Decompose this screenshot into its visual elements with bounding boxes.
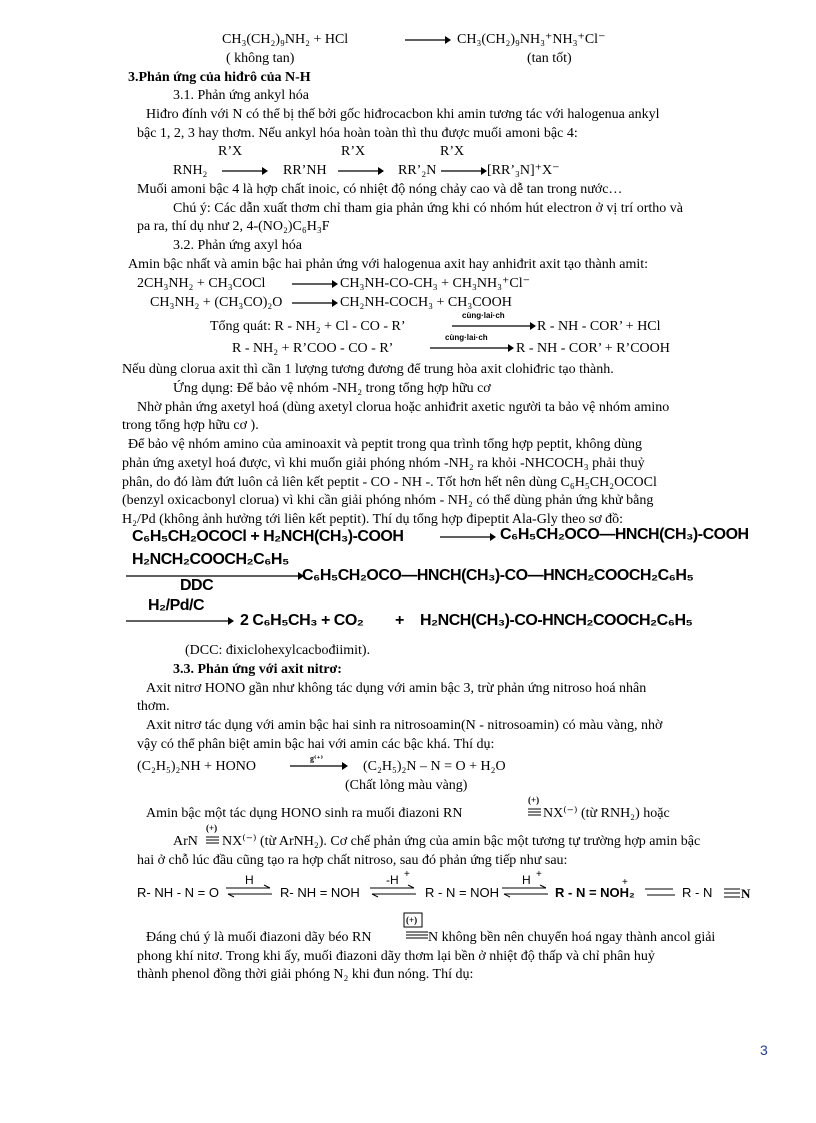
eq-alkylation: RR’₂N — [398, 163, 437, 178]
mech-step: R - N — [682, 885, 713, 900]
subheading-3-3: 3.3. Phản ứng với axit nitrơ: — [173, 662, 342, 677]
paragraph-line: Axit nitrơ HONO gần như không tác dụng với amin bậc 3, trừ phản ứng nitroso hoá nhân — [146, 681, 647, 696]
equilibrium-arrow — [502, 884, 550, 898]
equilibrium-arrow — [645, 886, 675, 898]
mech-plus: + — [404, 869, 410, 880]
subheading-3-2: 3.2. Phản ứng axyl hóa — [173, 238, 302, 253]
paragraph-line: phong khí nitơ. Trong khi ấy, muối điazoni dãy thơm lại bền ở nhiệt độ thấp và chỉ phân huỷ — [137, 949, 655, 964]
mech-label: H — [245, 873, 254, 887]
scheme-plus: + — [395, 612, 404, 629]
triple-bond-plus — [203, 822, 221, 848]
reaction-arrow — [441, 165, 487, 177]
reagent-label: R’X — [440, 144, 465, 159]
eq-acylation: 2CH₃NH₂ + CH₃COCl — [137, 276, 266, 291]
triple-bond-n — [724, 886, 756, 900]
paragraph-line: phân, do đó làm đứt luôn cả liên kết peptit - CO - NH -. Tốt hơn hết nên dùng C₆H₅CH₂OCOCl — [122, 475, 657, 490]
eq-general: R - NH - COR’ + R’COOH — [516, 341, 670, 356]
reaction-arrow — [126, 615, 234, 627]
mech-plus: + — [622, 877, 628, 888]
paragraph-line: Amin bậc nhất và amin bậc hai phản ứng với halogenua axit hay anhiđrit axit tạo thành amit: — [128, 257, 649, 272]
section-heading-3: 3.Phản ứng của hiđrô của N-H — [128, 70, 311, 85]
paragraph-line: Chú ý: Các dẫn xuất thơm chỉ tham gia phản ứng khi có nhóm hút electron ở vị trí ortho và — [173, 201, 683, 216]
reaction-arrow — [292, 278, 338, 290]
reaction-arrow — [292, 297, 338, 309]
arrow-label: g⁽⁺⁾ — [310, 754, 323, 763]
paragraph-line: Hiđro đính với N có thể bị thế bởi gốc hiđrocacbon khi amin tương tác với halogenua ankyl — [146, 107, 660, 122]
mech-plus: + — [536, 869, 542, 880]
mech-label: H — [522, 873, 531, 887]
mech-step: R- NH - N = O — [137, 885, 219, 900]
paragraph-line: Đáng chú ý là muối điazoni dãy béo RN — [146, 930, 372, 945]
arrow-label: cùng·lai·ch — [445, 333, 488, 342]
subheading-3-1: 3.1. Phản ứng ankyl hóa — [173, 88, 309, 103]
paragraph-line: bậc 1, 2, 3 hay thơm. Nếu ankyl hóa hoàn toàn thì thu được muối amoni bậc 4: — [137, 126, 578, 141]
scheme-products: 2 C₆H₅CH₃ + CO₂ — [240, 612, 364, 629]
reaction-arrow — [290, 760, 348, 772]
mech-label: -H — [386, 873, 399, 887]
equilibrium-arrow — [226, 884, 274, 898]
arrow-label: cùng·lai·ch — [462, 311, 505, 320]
reaction-arrow — [430, 342, 514, 354]
eq-acylation: CH₂NH-COCH₃ + CH₃COOH — [340, 295, 512, 310]
mech-step: R - N = NOH — [425, 885, 500, 900]
paragraph-line: ArN — [173, 834, 198, 849]
paragraph-line: Nếu dùng clorua axit thì cần 1 lượng tương đương để trung hòa axit clohiđric tạo thành. — [122, 362, 614, 377]
eq-nitroso: (C₂H₅)₂NH + HONO — [137, 759, 256, 774]
paragraph-line: phản ứng axetyl hoá được, vì khi muốn giải phóng nhóm -NH₂ ra khỏi -NHCOCH₃ phải thuỷ — [122, 456, 645, 471]
mech-step: R- NH = NOH — [280, 885, 360, 900]
mech-step: R - N = NOH₂ — [555, 885, 635, 900]
svg-text:(+): (+) — [206, 823, 218, 833]
note-insoluble: ( không tan) — [226, 51, 295, 66]
svg-text:N: N — [741, 886, 751, 900]
svg-text:(+): (+) — [528, 795, 540, 805]
paragraph-line: N không bền nên chuyển hoá ngay thành ancol giải — [428, 930, 716, 945]
reaction-arrow — [338, 165, 384, 177]
paragraph-line: hai ở chỗ lúc đầu cũng tạo ra hợp chất nitroso, sau đó phản ứng tiếp như sau: — [137, 853, 568, 868]
paragraph-line: trong tổng hợp hữu cơ ). — [122, 418, 259, 433]
paragraph-line: NX⁽⁻⁾ (từ ArNH₂). Cơ chế phản ứng của amin bậc một tương tự trường hợp amin bậc — [222, 834, 701, 849]
scheme-intermediate: C₆H₅CH₂OCO—HNCH(CH₃)-CO—HNCH₂COOCH₂C₆H₅ — [302, 567, 694, 584]
paragraph-line: NX⁽⁻⁾ (từ RNH₂) hoặc — [543, 806, 670, 821]
paragraph-line: Để bảo vệ nhóm amino của aminoaxit và peptit trong qua trình tổng hợp peptit, không dùng — [128, 437, 643, 452]
paragraph-line: Amin bậc một tác dụng HONO sinh ra muối điazoni RN — [146, 806, 463, 821]
paragraph-line: Ứng dụng: Để bảo vệ nhóm -NH₂ trong tổng hợp hữu cơ — [173, 381, 491, 396]
page-number: 3 — [760, 1042, 768, 1058]
paragraph-line: H₂/Pd (không ảnh hưởng tới liên kết peptit). Thí dụ tổng hợp đipeptit Ala-Gly theo sơ đồ: — [122, 512, 624, 527]
eq-acylation: CH₃NH₂ + (CH₃CO)₂O — [150, 295, 283, 310]
scheme-reactants: C₆H₅CH₂OCOCl + H₂NCH(CH₃)-COOH — [132, 528, 404, 545]
paragraph-line: Muối amoni bậc 4 là hợp chất inoic, có nhiệt độ nóng chảy cao và dễ tan trong nước… — [137, 182, 623, 197]
scheme-catalyst: DDC — [180, 577, 214, 594]
equilibrium-arrow — [370, 884, 418, 898]
reagent-label: R’X — [218, 144, 243, 159]
eq-line-1: CH₃(CH₂)₉NH₂ + HCl — [222, 32, 349, 47]
reagent-label: R’X — [341, 144, 366, 159]
paragraph-line: thơm. — [137, 699, 170, 714]
scheme-reagent: H₂NCH₂COOCH₂C₆H₅ — [132, 551, 289, 568]
paragraph-line: Nhờ phản ứng axetyl hoá (dùng axetyl clorua hoặc anhiđrit axetic người ta bảo vệ nhóm amino — [137, 400, 670, 415]
paragraph-line: thành phenol đồng thời giải phóng N₂ khi đun nóng. Thí dụ: — [137, 967, 474, 982]
eq-general: R - NH₂ + R’COO - CO - R’ — [232, 341, 394, 356]
dcc-note: (DCC: đixiclohexylcacbođiimit). — [185, 643, 371, 658]
paragraph-line: pa ra, thí dụ như 2, 4-(NO₂)C₆H₃F — [137, 219, 330, 234]
eq-nitroso: (C₂H₅)₂N – N = O + H₂O — [363, 759, 506, 774]
eq-alkylation: RNH₂ — [173, 163, 208, 178]
reaction-arrow — [126, 570, 304, 582]
eq-alkylation: [RR’₃N]⁺X⁻ — [487, 163, 560, 178]
reaction-arrow — [440, 531, 496, 543]
scheme-reagent: H₂/Pd/C — [148, 597, 205, 614]
eq-alkylation: RR’NH — [283, 163, 327, 178]
eq-note: (Chất lỏng màu vàng) — [345, 778, 468, 793]
scheme-dipeptide: H₂NCH(CH₃)-CO-HNCH₂COOCH₂C₆H₅ — [420, 612, 693, 629]
paragraph-line: vậy có thể phân biệt amin bậc hai với amin các bậc khá. Thí dụ: — [137, 737, 495, 752]
eq-line-1-product: CH₃(CH₂)₉NH₃⁺NH₃⁺Cl⁻ — [457, 32, 606, 47]
paragraph-line: (benzyl oxicacbonyl clorua) vì khi cần giải phóng nhóm - NH₂ có thể dùng phản ứng khử bằng — [122, 493, 654, 508]
eq-general: Tổng quát: R - NH₂ + Cl - CO - R’ — [210, 319, 406, 334]
note-soluble: (tan tốt) — [527, 51, 572, 66]
paragraph-line: Axit nitrơ tác dụng với amin bậc hai sinh ra nitrosoamin(N - nitrosoamin) có màu vàng, nhờ — [146, 718, 663, 733]
svg-text:(+): (+) — [406, 915, 418, 925]
triple-bond-plus — [525, 794, 543, 820]
scheme-product: C₆H₅CH₂OCO—HNCH(CH₃)-COOH — [500, 526, 749, 543]
reaction-arrow — [405, 34, 451, 46]
eq-acylation: CH₃NH-CO-CH₃ + CH₃NH₃⁺Cl⁻ — [340, 276, 530, 291]
reaction-arrow — [222, 165, 268, 177]
eq-general: R - NH - COR’ + HCl — [537, 319, 661, 334]
